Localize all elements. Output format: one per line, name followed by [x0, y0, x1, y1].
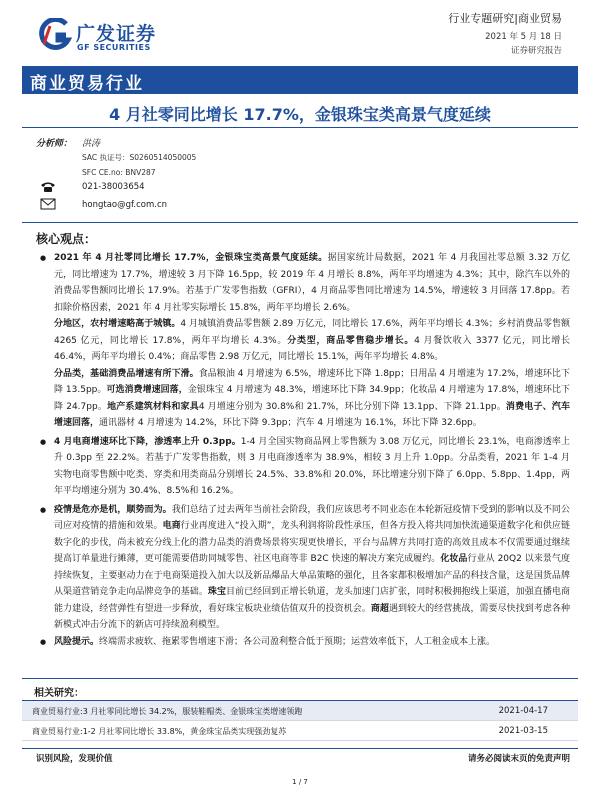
bullet-text: 目前已经回到正增长轨道，龙头加速门店扩张，同时积极拥抱线上渠道，加强直播电商能力建设，经营弹性有望进一步释放，看好珠宝板块业绩估值双升的投资机会。 — [54, 587, 570, 614]
bullet-text: 我们总结了过去两年当前社会阶段，我们应该思考不同业态在本轮新冠疫情下受到的影响以及不同公司应对疫情的措施和效果。 — [54, 504, 570, 531]
bullet-text: 据国家统计局数据，2021 年 4 月我国社零总额 3.32 万亿元，同比增速为 17.7%，增速较 3 月下降 16.5pp，较 2019 年 4 月增长 8.8%，两年平均增速为 4.3%；其中，除汽车以外的消费品零售额同比增长 17.9%。若基于广发零售指数（GFRI），4 月商品零售同比增速为 14.5%，增速较 3 月回落 17.8pp。若扣除价格因素，2021 年 4 月社零实际增长 15.8%，两年平均增长 2.6%。 — [54, 253, 570, 313]
related-date: 2021-03-15 — [498, 726, 548, 736]
paragraph-heading: 分类型，商品零售稳步增长。 — [287, 335, 415, 346]
paragraph-heading: 消费电子、汽车增速回落， — [54, 401, 570, 428]
related-date: 2021-04-17 — [498, 706, 548, 716]
bullet-pandemic — [40, 502, 570, 634]
paragraph-text: 食品粮油 4 月增速为 6.5%，增速环比下降 1.8pp；日用品 4 月增速为 17.2%，增速环比下降 13.5pp。 — [54, 368, 570, 395]
paragraph-categories — [40, 366, 570, 432]
report-date: 2021 年 5 月 18 日 — [485, 32, 562, 42]
paragraph-heading: 可选消费增速回落， — [106, 385, 188, 395]
related-research-table — [22, 700, 578, 741]
bullet-text: 遇到较大的经营挑战，需要尽快找到考虑各种新模式冲击分流下的新店可持续盈利模型。 — [54, 603, 570, 630]
bullet-risk — [40, 634, 570, 651]
report-type: 行业专题研究|商业贸易 — [448, 12, 562, 25]
paragraph-heading: 分品类，基础消费品增速有所下滑。 — [54, 368, 199, 379]
analyst-phone: 021-38003654 — [82, 182, 145, 192]
page-header — [0, 0, 600, 60]
paragraph-heading: 分地区，农村增速略高于城镇。 — [54, 319, 181, 329]
section-divider — [22, 678, 578, 679]
bullet-heading: 风险提示。 — [54, 636, 100, 647]
bullet-text: 终端需求疲软、拖累零售增速下滑；各公司盈利整合低于预期；运营效率低下，人工租金成本上涨。 — [99, 636, 496, 647]
footer-divider — [22, 748, 578, 749]
bullet-text: 行业再度进入“投入期”，龙头利润将阶段性承压，但各方投入将共同加快流通渠道数字化和供应链数字化的步伐，尚未被充分线上化的潜力品类的消费场景将实现更快增长，平台与品牌方共同打造的高效且成本不仅需要通过继续提高订单量进行摊薄，更可能需要借助同城零售、社区电商等非 B2C 快速的解决方案完成履约。 — [54, 521, 570, 564]
paragraph-regions — [40, 316, 570, 366]
section-divider — [22, 222, 578, 223]
sfc-number: SFC CE.no: BNV287 — [82, 168, 156, 177]
related-title[interactable]: 商业贸易行业:3 月社零同比增长 34.2%，服装鞋帽类、金银珠宝类增速领跑 — [32, 707, 303, 716]
table-row[interactable] — [22, 721, 578, 741]
paragraph-text: 4 月城镇消费品零售额 2.89 万亿元，同比增长 17.6%，两年平均增长 4.3%；乡村消费品零售额 4265 亿元，同比增长 17.8%，两年平均增长 4.3%。 — [54, 319, 570, 346]
paragraph-text: 金银珠宝 4 月增速为 48.3%，增速环比下降 34.9pp；化妆品 4 月增速为 17.8%，增速环比下降 24.7pp。 — [54, 385, 570, 412]
bullet-heading: 商超 — [370, 603, 389, 614]
paragraph-text: 4 月增速分别为 30.8%和 21.7%，环比分别下降 13.1pp、下降 21.1pp。 — [198, 401, 506, 412]
page-number: 1 / 7 — [292, 778, 308, 786]
industry-name: 商业贸易行业 — [30, 74, 144, 94]
related-research-heading: 相关研究： — [34, 688, 84, 699]
bullet-heading: 珠宝 — [207, 587, 227, 597]
bullet-ecommerce — [40, 434, 570, 500]
bullet-heading: 化妆品 — [440, 554, 468, 564]
sac-number: SAC 执证号：S0260514050005 — [82, 153, 197, 162]
bullet-text: 1-4 月全国实物商品网上零售额为 3.08 万亿元，同比增长 23.1%，电商渗透率上升 0.3pp 至 22.2%。若基于广发零售指数，则 3 月电商渗透率为 38.9%，相较 3 月上升 1.0pp。分品类看，2021 年 1-4 月实物电商零售额中吃类、穿类和用类商品分别增长 24.5%、33.8%和 20.0%，环比增速分别下降了 6.0pp、5.8pp、1.4pp，两年平均增速分别为 30.4%、8.5%和 16.2%。 — [54, 436, 570, 496]
phone-icon — [40, 181, 56, 193]
paragraph-text: 通讯器材 4 月增速为 14.2%，环比下降 9.3pp；汽车 4 月增速为 16.1%，环比下降 32.6pp。 — [99, 418, 482, 428]
gf-securities-logo — [36, 16, 166, 56]
core-views-heading: 核心观点： — [36, 232, 97, 246]
gf-logo-icon — [36, 18, 72, 52]
paragraph-heading: 地产系建筑材料和家具 — [107, 401, 199, 412]
bullet-retail-sales — [40, 250, 570, 316]
bullet-heading: 疫情是危亦是机，顺势而为。 — [54, 504, 172, 515]
report-kind: 证券研究报告 — [510, 46, 562, 56]
analyst-name: 洪涛 — [82, 139, 101, 149]
related-title[interactable]: 商业贸易行业:1-2 月社零同比增长 33.8%，黄金珠宝品类实现强劲复苏 — [32, 727, 287, 736]
brand-name-cn: 广发证券 — [76, 23, 157, 45]
bullet-heading: 2021 年 4 月社零同比增长 17.7%，金银珠宝类高景气度延续。 — [54, 253, 328, 263]
mail-icon — [40, 198, 56, 210]
bullet-heading: 电商 — [162, 521, 181, 531]
table-row[interactable] — [22, 701, 578, 721]
report-title: 4 月社零同比增长 17.7%，金银珠宝类高景气度延续 — [109, 105, 491, 124]
footer-slogan: 识别风险，发现价值 — [36, 754, 113, 764]
bullet-heading: 4 月电商增速环比下降，渗透率上升 0.3pp。 — [54, 436, 241, 447]
analyst-email[interactable]: hongtao@gf.com.cn — [82, 200, 167, 210]
brand-name-en: GF SECURITIES — [77, 43, 151, 52]
bullet-text: 行业从 20Q2 以来景气度持续恢复，主要驱动力在于电商渠道投入加大以及新品爆品大单品策略的强化，且各家都积极增加产品的科技含量，这是国货品牌从渠道营销竞争走向品牌竞争的基础。 — [54, 554, 570, 597]
paragraph-text: 4 月餐饮收入 3377 亿元，同比增长 46.4%，两年平均增长 0.4%；商品零售 2.98 万亿元，同比增长 15.1%，两年平均增长 4.8%。 — [54, 335, 570, 362]
analyst-label: 分析师： — [36, 139, 73, 149]
industry-banner — [22, 66, 578, 94]
footer-disclaimer-note: 请务必阅读末页的免责声明 — [467, 754, 570, 764]
title-divider — [22, 127, 578, 128]
core-views-body — [40, 250, 570, 650]
